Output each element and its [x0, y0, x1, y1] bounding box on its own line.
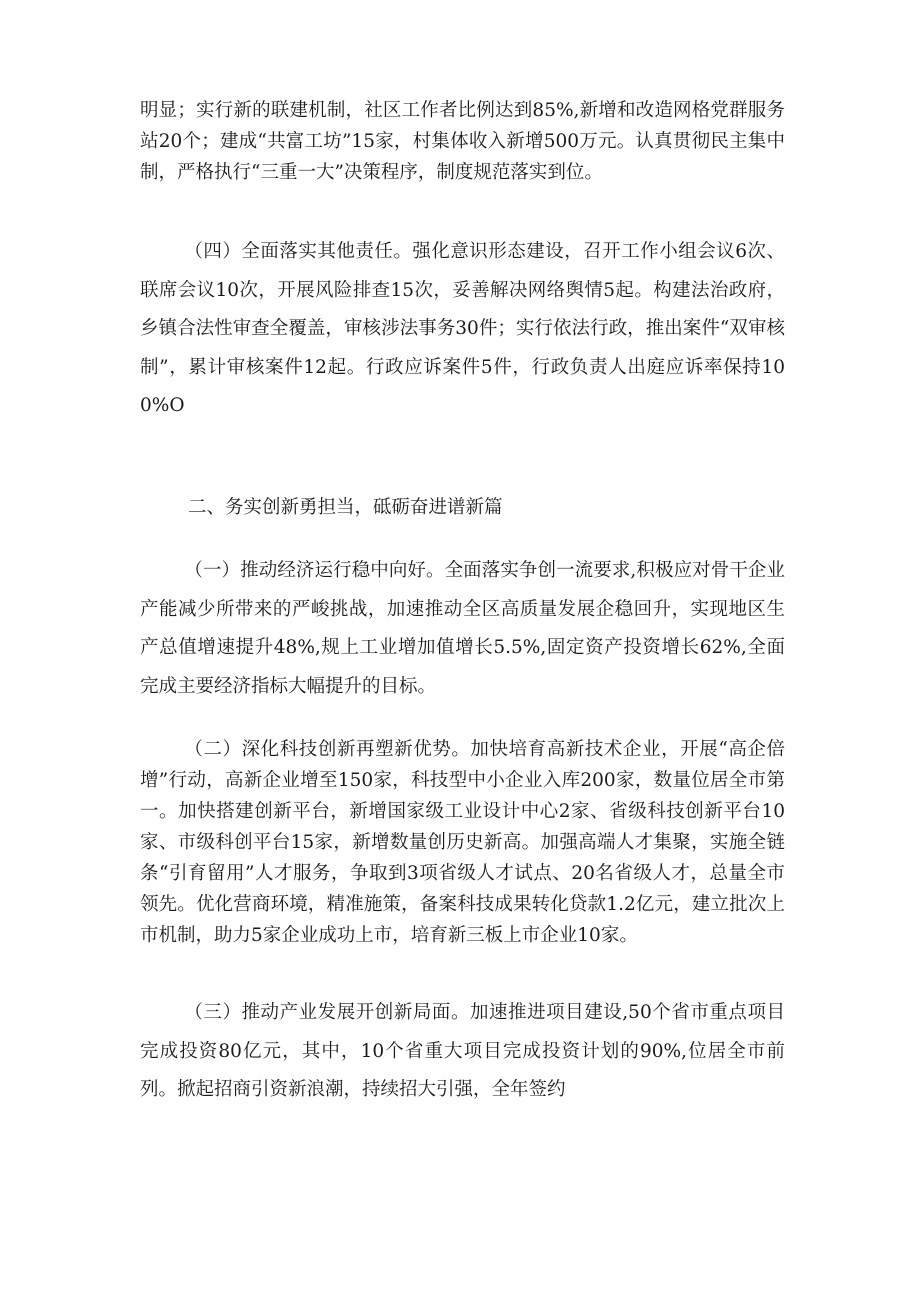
- section-two-heading: 二、务实创新勇担当，砥砺奋进谱新篇: [188, 497, 503, 518]
- paragraph-economy: （一）推动经济运行稳中向好。全面落实争创一流要求,积极应对骨干企业产能减少所带来的严峻挑战，加速推动全区高质量发展企稳回升，实现地区生产总值增速提升48%,规上工业增加值增长5.5%,固定资产投资增长62%,全面完成主要经济指标大幅提升的目标。: [140, 560, 785, 697]
- paragraph-technology: （二）深化科技创新再塑新优势。加快培育高新技术企业，开展“高企倍增”行动，高新企业增至150家，科技型中小企业入库200家，数量位居全市第一。加快搭建创新平台，新增国家级工业设计中心2家、省级科技创新平台10家、市级科创平台15家，新增数量创历史新高。加强高端人才集聚，实施全链条“引育留用”人才服务，争取到3项省级人才试点、20名省级人才，总量全市领先。优化营商环境，精准施策，备案科技成果转化贷款1.2亿元，建立批次上市机制，助力5家企业成功上市，培育新三板上市企业10家。: [140, 739, 785, 946]
- paragraph-industry: （三）推动产业发展开创新局面。加速推进项目建设,50个省市重点项目完成投资80亿元，其中，10个省重大项目完成投资计划的90%,位居全市前列。掀起招商引资新浪潮，持续招大引强，全年签约: [140, 1002, 785, 1100]
- paragraph-continuation: 明显；实行新的联建机制，社区工作者比例达到85%,新增和改造网格党群服务站20个；建成“共富工坊”15家，村集体收入新增500万元。认真贯彻民主集中制，严格执行“三重一大”决策程序，制度规范落实到位。: [140, 100, 785, 183]
- paragraph-section-four: （四）全面落实其他责任。强化意识形态建设，召开工作小组会议6次、联席会议10次，开展风险排查15次，妥善解决网络舆情5起。构建法治政府，乡镇合法性审查全覆盖，审核涉法事务30件；实行依法行政，推出案件“双审核制”，累计审核案件12起。行政应诉案件5件，行政负责人出庭应诉率保持100%O: [140, 241, 785, 416]
